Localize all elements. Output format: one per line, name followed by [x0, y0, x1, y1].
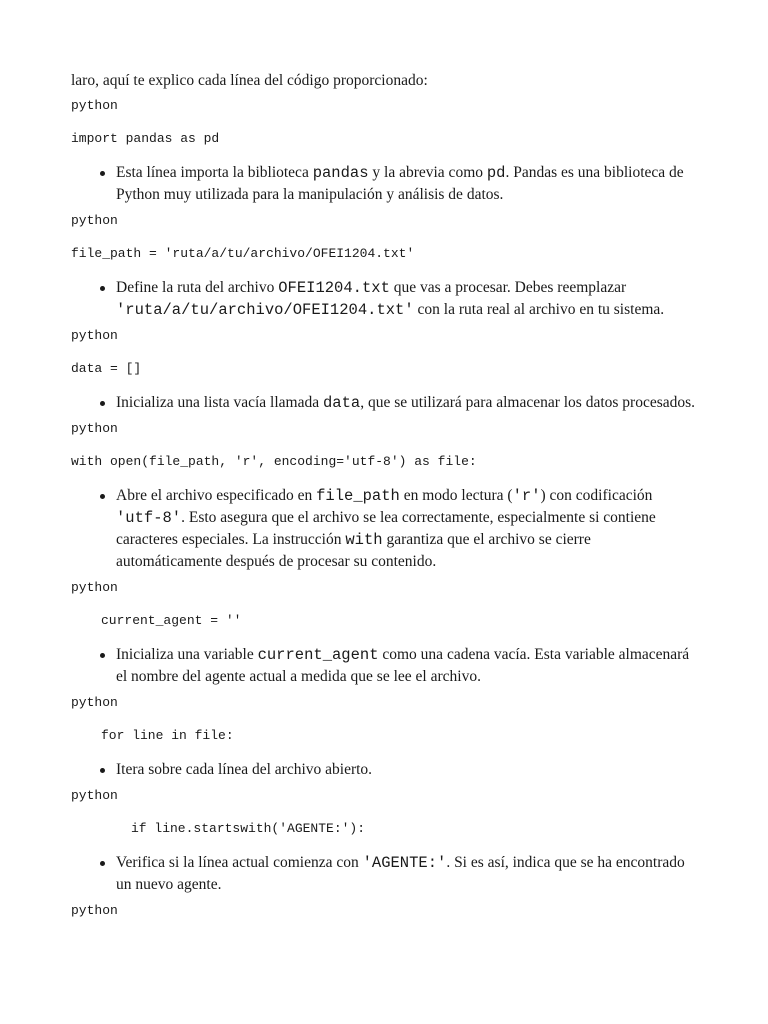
- code-line: data = []: [71, 361, 142, 376]
- inline-code: file_path: [316, 487, 400, 505]
- inline-code: pd: [486, 164, 506, 182]
- explanation-item: [116, 162, 696, 206]
- explanation-text: Inicializa una variable: [116, 646, 258, 663]
- explanation-text: ) con codificación: [540, 487, 653, 504]
- explanation-text: . Si es así, indica que se ha encontrado un nuevo agente.: [116, 854, 685, 893]
- code-line: if line.startswith('AGENTE:'):: [131, 821, 366, 836]
- explanation-text: que vas a procesar. Debes reemplazar: [389, 279, 627, 296]
- inline-code: 'r': [512, 487, 541, 505]
- code-line: current_agent = '': [101, 613, 242, 628]
- code-line: with open(file_path, 'r', encoding='utf-8') as file:: [71, 454, 477, 469]
- explanation-text: garantiza que el archivo se cierre automáticamente después de procesar su contenido.: [116, 531, 591, 570]
- explanation-item: [116, 852, 696, 896]
- language-label: python: [71, 903, 118, 918]
- explanation-text: Define la ruta del archivo: [116, 279, 279, 296]
- inline-code: data: [323, 394, 361, 412]
- explanation-list: [71, 759, 696, 781]
- explanation-text: . Pandas es una biblioteca de Python muy utilizada para la manipulación y análisis de datos.: [116, 164, 684, 203]
- explanation-text: Inicializa una lista vacía llamada: [116, 394, 323, 411]
- explanation-list: [71, 392, 696, 414]
- explanation-text: Esta línea importa la biblioteca: [116, 164, 313, 181]
- code-line: import pandas as pd: [71, 131, 220, 146]
- explanation-item: [116, 485, 696, 573]
- explanation-text: , que se utilizará para almacenar los datos procesados.: [360, 394, 696, 411]
- intro-paragraph: laro, aquí te explico cada línea del código proporcionado:: [71, 72, 428, 89]
- inline-code: OFEI1204.txt: [278, 279, 390, 297]
- explanation-text: en modo lectura (: [399, 487, 513, 504]
- explanation-list: [71, 277, 696, 321]
- inline-code: pandas: [312, 164, 369, 182]
- language-label: python: [71, 328, 118, 343]
- language-label: python: [71, 580, 118, 595]
- explanation-text: Itera sobre cada línea del archivo abierto.: [116, 761, 373, 778]
- inline-code: current_agent: [257, 646, 379, 664]
- explanation-list: [71, 485, 696, 573]
- language-label: python: [71, 788, 118, 803]
- inline-code: with: [345, 531, 383, 549]
- explanation-item: [116, 392, 696, 414]
- explanation-item: [116, 644, 696, 688]
- language-label: python: [71, 421, 118, 436]
- language-label: python: [71, 695, 118, 710]
- explanation-list: [71, 644, 696, 688]
- explanation-list: [71, 162, 696, 206]
- inline-code: 'ruta/a/tu/archivo/OFEI1204.txt': [116, 301, 414, 319]
- code-line: for line in file:: [101, 728, 234, 743]
- language-label: python: [71, 213, 118, 228]
- explanation-text: y la abrevia como: [368, 164, 487, 181]
- inline-code: 'AGENTE:': [362, 854, 447, 872]
- inline-code: 'utf-8': [116, 509, 182, 527]
- explanation-text: con la ruta real al archivo en tu sistema.: [413, 301, 665, 318]
- explanation-text: como una cadena vacía. Esta variable almacenará el nombre del agente actual a medida que se lee el archivo.: [116, 646, 690, 685]
- code-line: file_path = 'ruta/a/tu/archivo/OFEI1204.txt': [71, 246, 415, 261]
- explanation-list: [71, 852, 696, 896]
- code-explanations: [71, 97, 696, 896]
- language-label: python: [71, 98, 118, 113]
- document-page: [71, 70, 696, 920]
- explanation-text: Verifica si la línea actual comienza con: [116, 854, 363, 871]
- explanation-item: [116, 277, 696, 321]
- explanation-text: Abre el archivo especificado en: [116, 487, 317, 504]
- explanation-item: [116, 759, 696, 781]
- explanation-text: . Esto asegura que el archivo se lea correctamente, especialmente si contiene caracteres especiales. La instrucción: [116, 509, 656, 548]
